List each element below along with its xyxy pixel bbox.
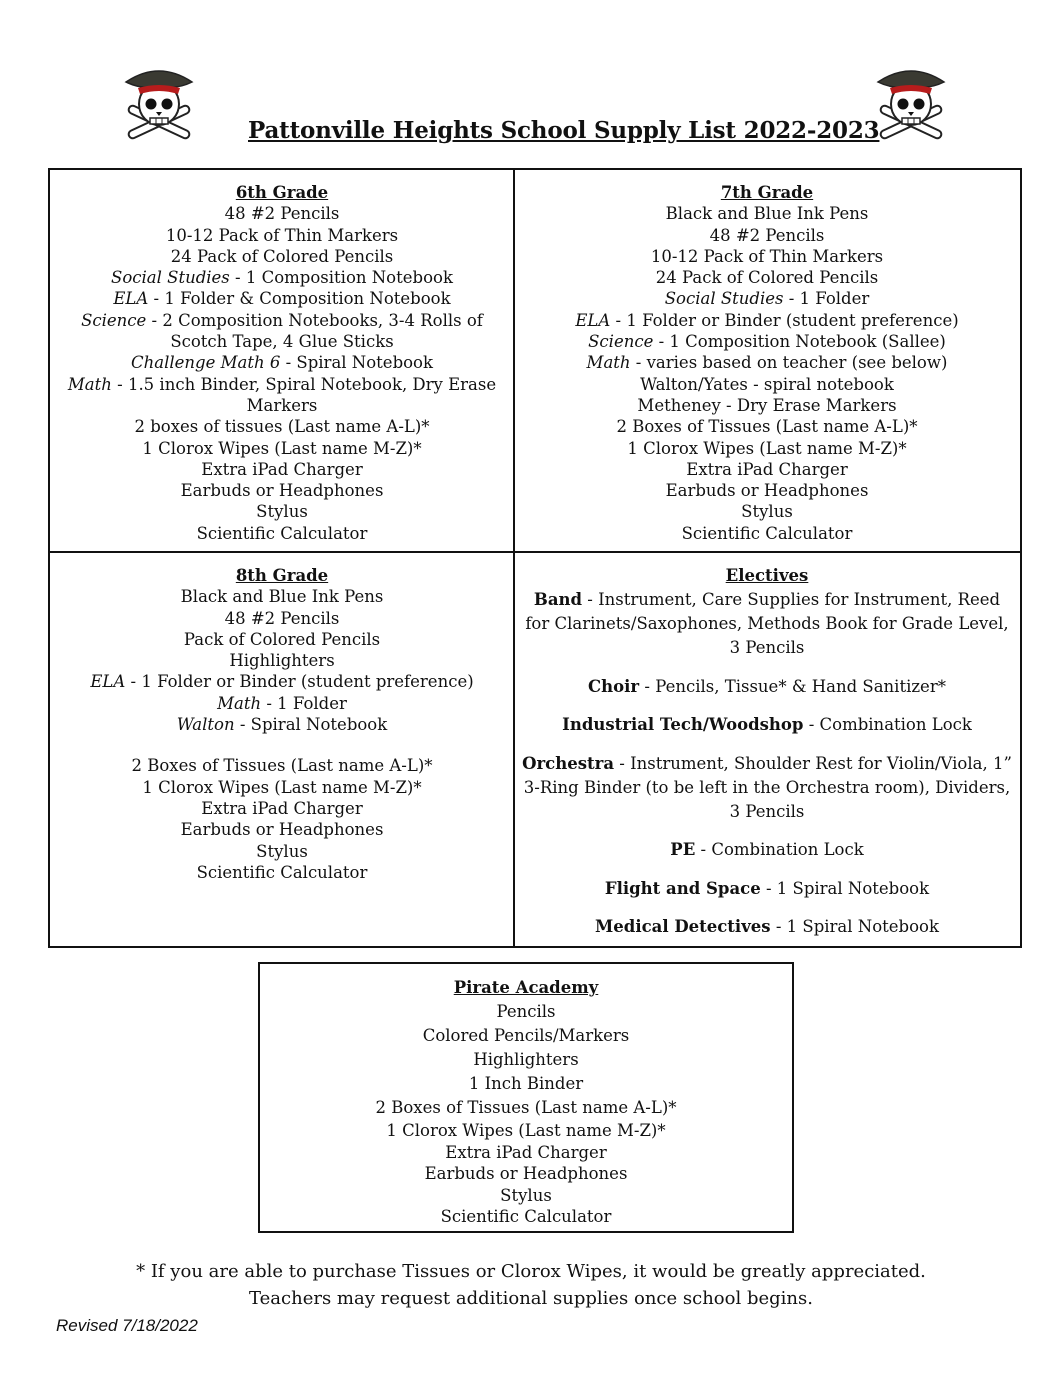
list-item (64, 480, 500, 501)
list-item (64, 203, 500, 224)
list-item: Stylus (500, 1185, 552, 1205)
subject-label: Walton (176, 715, 235, 735)
list-item (64, 629, 500, 650)
subject-label: Math (217, 693, 262, 713)
list-item (526, 267, 1008, 288)
list-item (526, 395, 1008, 416)
list-item (526, 501, 1008, 522)
elective-name: Flight and Space (604, 878, 761, 898)
seventh-grade-heading: 7th Grade (720, 183, 814, 202)
list-item (64, 395, 500, 416)
list-item (526, 352, 1008, 373)
list-item (64, 438, 500, 459)
revised-date: Revised 7/18/2022 (56, 1316, 198, 1335)
list-item: Pencils (496, 1002, 556, 1021)
list-item (64, 798, 500, 819)
elective-item (520, 713, 1014, 737)
list-item (526, 459, 1008, 480)
item-text: 1 Clorox Wipes (Last name M-Z)* (627, 438, 907, 458)
elective-item (520, 588, 1014, 660)
item-text: 24 Pack of Colored Pencils (170, 246, 394, 266)
table-divider-horizontal (50, 551, 1020, 553)
spacer (64, 735, 500, 755)
item-text: Scientific Calculator (196, 523, 368, 543)
list-item (526, 310, 1008, 331)
item-text: Stylus (256, 502, 308, 522)
item-text: 1 Clorox Wipes (Last name M-Z)* (142, 777, 422, 797)
pirate-academy-heading: Pirate Academy (453, 978, 599, 997)
elective-supplies: - 1 Spiral Notebook (760, 878, 930, 898)
list-item (64, 416, 500, 437)
list-item (64, 714, 500, 735)
list-item: Extra iPad Charger (445, 1142, 607, 1162)
item-text: Scientific Calculator (196, 862, 368, 882)
list-item (64, 352, 500, 373)
elective-item (520, 915, 1014, 939)
seventh-grade-list (526, 203, 1008, 544)
list-item (526, 288, 1008, 309)
list-item: 1 Clorox Wipes (Last name M-Z)* (386, 1121, 666, 1140)
list-item (526, 203, 1008, 224)
list-item: Colored Pencils/Markers (422, 1026, 630, 1045)
elective-supplies: - Pencils, Tissue* & Hand Sanitizer* (639, 676, 946, 696)
item-text: 24 Pack of Colored Pencils (655, 268, 879, 288)
item-text: - 1 Composition Notebook (229, 268, 453, 288)
list-item (64, 608, 500, 629)
elective-supplies: - Instrument, Shoulder Rest for Violin/Viola, 1” 3-Ring Binder (to be left in the Orchestra room), Dividers, 3 Pencils (523, 753, 1012, 821)
supply-table (48, 168, 1022, 948)
elective-item (520, 838, 1014, 862)
elective-name: PE (670, 840, 696, 860)
subject-label: Social Studies (664, 289, 784, 309)
elective-item (520, 752, 1014, 824)
item-text: 10-12 Pack of Thin Markers (650, 246, 884, 266)
list-item (64, 459, 500, 480)
list-item: Scientific Calculator (440, 1207, 612, 1226)
item-text: - Spiral Notebook (280, 353, 433, 373)
pirate-academy-list-continued (260, 1120, 792, 1228)
item-text: 1 Clorox Wipes (Last name M-Z)* (142, 438, 422, 458)
item-text: - 1 Folder (261, 693, 347, 713)
list-item (526, 523, 1008, 544)
item-text: Extra iPad Charger (201, 459, 363, 479)
item-text: 2 Boxes of Tissues (Last name A-L)* (616, 417, 918, 437)
list-item (64, 650, 500, 671)
item-text: Earbuds or Headphones (180, 481, 384, 501)
list-item (64, 862, 500, 883)
electives-section (520, 565, 1014, 954)
elective-supplies: - Combination Lock (695, 840, 864, 860)
seventh-grade-section (526, 182, 1008, 544)
item-text: Metheney - Dry Erase Markers (637, 395, 897, 415)
list-item (64, 501, 500, 522)
item-text: Extra iPad Charger (686, 459, 848, 479)
item-text: 48 #2 Pencils (709, 225, 825, 245)
item-text: Extra iPad Charger (201, 798, 363, 818)
elective-name: Choir (588, 676, 640, 696)
list-item: Highlighters (473, 1050, 579, 1069)
list-item: Earbuds or Headphones (424, 1164, 628, 1183)
item-text: - 1 Folder (783, 289, 870, 309)
subject-label: ELA (90, 672, 126, 692)
elective-name: Band (533, 590, 583, 610)
elective-name: Industrial Tech/Woodshop (562, 715, 804, 735)
footnote-note: Teachers may request additional supplies once school begins. (249, 1288, 813, 1309)
item-text: - 1 Folder or Binder (student preference) (125, 672, 474, 692)
electives-list (520, 588, 1014, 939)
elective-name: Medical Detectives (595, 917, 771, 937)
item-text: - varies based on teacher (see below) (630, 353, 948, 373)
subject-label: ELA (113, 289, 149, 309)
subject-label: Math (586, 353, 631, 373)
list-item (64, 331, 500, 352)
list-item (64, 267, 500, 288)
elective-supplies: - Combination Lock (803, 715, 972, 735)
item-text: - Spiral Notebook (234, 715, 388, 735)
subject-label: Math (67, 374, 112, 394)
elective-name: Orchestra (522, 753, 615, 773)
item-text: Black and Blue Ink Pens (180, 587, 384, 607)
pirate-academy-section (258, 962, 794, 1233)
subject-label: Challenge Math 6 (131, 353, 281, 373)
list-item: 2 Boxes of Tissues (Last name A-L)* (375, 1098, 677, 1117)
item-text: - 1 Folder & Composition Notebook (148, 289, 451, 309)
item-text: Pack of Colored Pencils (183, 629, 381, 649)
item-text: - 1.5 inch Binder, Spiral Notebook, Dry Erase (111, 374, 497, 394)
list-item (526, 416, 1008, 437)
item-text: 2 Boxes of Tissues (Last name A-L)* (131, 756, 433, 776)
list-item (64, 310, 500, 331)
sixth-grade-heading: 6th Grade (235, 183, 329, 202)
list-item (64, 777, 500, 798)
list-item (526, 374, 1008, 395)
item-text: - 1 Folder or Binder (student preference) (610, 310, 959, 330)
subject-label: Social Studies (111, 268, 230, 288)
elective-item (520, 675, 1014, 699)
sixth-grade-section (64, 182, 500, 544)
elective-supplies: - Instrument, Care Supplies for Instrument, Reed for Clarinets/Saxophones, Methods Book for Grade Level, 3 Pencils (525, 590, 1009, 658)
elective-supplies: - 1 Spiral Notebook (770, 917, 939, 937)
item-text: 10-12 Pack of Thin Markers (165, 225, 399, 245)
list-item (64, 841, 500, 862)
sixth-grade-list (64, 203, 500, 544)
list-item (64, 288, 500, 309)
item-text: Black and Blue Ink Pens (665, 204, 869, 224)
list-item (526, 246, 1008, 267)
list-item: 1 Inch Binder (468, 1074, 584, 1093)
item-text: Stylus (741, 502, 793, 522)
eighth-grade-heading: 8th Grade (235, 566, 329, 585)
eighth-grade-section (64, 565, 500, 883)
item-text: Earbuds or Headphones (665, 481, 869, 501)
item-text: - 2 Composition Notebooks, 3-4 Rolls of (146, 310, 483, 330)
list-item (64, 586, 500, 607)
page-title: Pattonville Heights School Supply List 2022-2023 (248, 117, 880, 144)
list-item (64, 755, 500, 776)
subject-label: Science (81, 310, 147, 330)
subject-label: ELA (575, 310, 611, 330)
list-item (526, 438, 1008, 459)
footnote: * If you are able to purchase Tissues or Clorox Wipes, it would be greatly appreciated. (136, 1261, 926, 1282)
electives-heading: Electives (725, 566, 809, 585)
item-text: 2 boxes of tissues (Last name A-L)* (134, 417, 430, 437)
list-item (64, 819, 500, 840)
table-divider-vertical (513, 170, 515, 946)
pirate-academy-list (260, 1000, 792, 1120)
item-text: 48 #2 Pencils (224, 204, 340, 224)
list-item (526, 331, 1008, 352)
subject-label: Science (588, 332, 654, 352)
item-text: Highlighters (229, 651, 335, 671)
eighth-grade-list-continued (64, 755, 500, 883)
list-item (64, 523, 500, 544)
list-item (526, 480, 1008, 501)
item-text: Walton/Yates - spiral notebook (640, 374, 894, 394)
list-item (64, 246, 500, 267)
list-item (64, 225, 500, 246)
item-text: Scientific Calculator (681, 523, 853, 543)
list-item (526, 225, 1008, 246)
eighth-grade-list (64, 586, 500, 735)
item-text: Stylus (256, 841, 308, 861)
item-text: Scotch Tape, 4 Glue Sticks (170, 332, 394, 352)
list-item (64, 693, 500, 714)
item-text: Earbuds or Headphones (180, 820, 384, 840)
elective-item (520, 877, 1014, 901)
item-text: 48 #2 Pencils (224, 608, 340, 628)
list-item (64, 671, 500, 692)
list-item (64, 374, 500, 395)
item-text: Markers (246, 395, 318, 415)
item-text: - 1 Composition Notebook (Sallee) (653, 332, 946, 352)
